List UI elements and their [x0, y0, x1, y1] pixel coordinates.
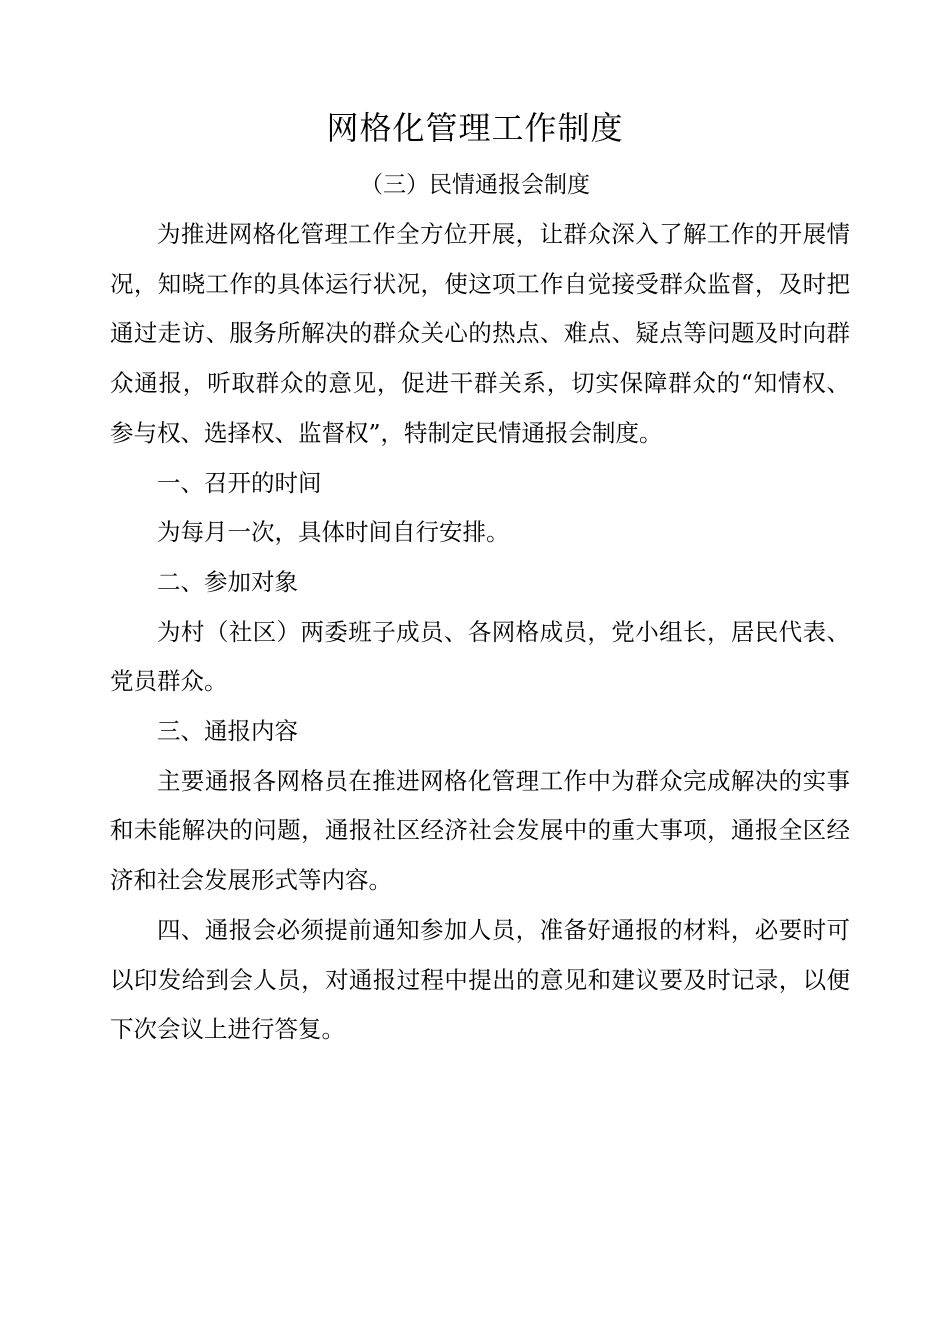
- section-heading-content: 三、通报内容: [157, 717, 298, 746]
- paragraph-notice: 四、通报会必须提前通知参加人员，准备好通报的材料，必要时可以印发给到会人员，对通报过程中提出的意见和建议要及时记录，以便下次会议上进行答复。: [110, 915, 850, 1044]
- paragraph-intro: 为推进网格化管理工作全方位开展，让群众深入了解工作的开展情况，知晓工作的具体运行状况，使这项工作自觉接受群众监督，及时把通过走访、服务所解决的群众关心的热点、难点、疑点等问题及时向群众通报，听取群众的意见，促进干群关系，切实保障群众的“知情权、参与权、选择权、监督权”，特制定民情通报会制度。: [110, 220, 850, 447]
- paragraph-time: 为每月一次，具体时间自行安排。: [157, 518, 510, 547]
- section-heading-time: 一、召开的时间: [157, 468, 322, 497]
- paragraph-content: 主要通报各网格员在推进网格化管理工作中为群众完成解决的实事和未能解决的问题，通报社区经济社会发展中的重大事项，通报全区经济和社会发展形式等内容。: [110, 766, 850, 895]
- document-body: [110, 210, 850, 1055]
- section-heading-participants: 二、参加对象: [157, 567, 298, 596]
- document-subtitle: （三）民情通报会制度: [360, 172, 590, 198]
- document-title: 网格化管理工作制度: [326, 109, 624, 147]
- paragraph-participants: 为村（社区）两委班子成员、各网格成员，党小组长，居民代表、党员群众。: [110, 617, 850, 696]
